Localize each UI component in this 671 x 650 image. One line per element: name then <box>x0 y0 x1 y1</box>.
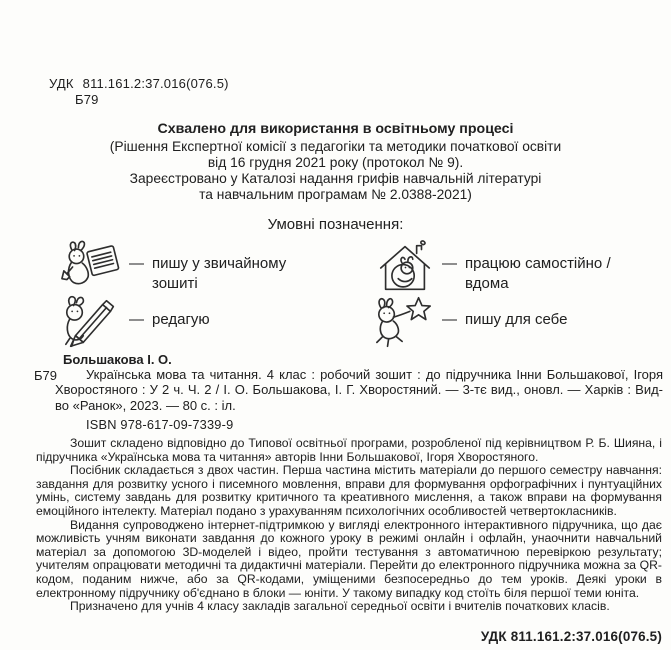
approval-line: (Рішення Експертної комісії з педагогіки та методики початкової освіти <box>109 138 562 154</box>
author-code: Б79 <box>75 92 99 107</box>
legend-dash: — <box>442 311 457 328</box>
udk-label: УДК <box>49 76 74 91</box>
legend-dash: — <box>442 255 457 272</box>
approval-line: від 16 грудня 2021 року (протокол № 9). <box>207 154 464 170</box>
legend-heading: Умовні позначення: <box>267 216 404 233</box>
legend-label: пишу для себе <box>465 311 568 328</box>
isbn: ISBN 978-617-09-7339-9 <box>86 417 234 432</box>
annotation-block <box>36 437 662 614</box>
approval-line: Зареєстровано у Каталозі надання грифів навчальній літературі <box>129 170 542 186</box>
legend-item-pencil <box>60 295 373 351</box>
catalog-author-heading: Большакова І. О. <box>63 352 172 367</box>
annotation-paragraph: Посібник складається з двох частин. Перша частина містить матеріали до першого семестру навчання: завдання для розвитку усного і писемного мовлення, вправи для формування орфографічних і пунтуаційних умінь, систему завдань для розвитку критичного та креативного мислення, а також вправи на формування емоційного інтелекту. Матеріал подано з урахуванням психологічних особливостей четвертокласників. <box>36 463 662 518</box>
catalog-description: Українська мова та читання. 4 клас : робочий зошит : до підручника Інни Большакової, Ігоря Хворостяного : У 2 ч. Ч. 2 / І. О. Большакова, І. Г. Хворостяний. — 3-тє вид., оновл. — Харків : Вид-во «Ранок», 2023. — 80 с. : іл. <box>55 367 663 413</box>
bunny-notebook-icon <box>60 239 124 295</box>
legend-item-notebook <box>60 239 373 295</box>
legend-label: працюю самостійно / вдома <box>465 255 611 292</box>
approval-line: та навчальним програмам № 2.0388-2021) <box>199 186 472 202</box>
catalog-author-code: Б79 <box>34 368 57 383</box>
legend <box>60 239 641 351</box>
legend-item-star <box>373 295 641 351</box>
approval-note <box>0 122 671 203</box>
annotation-paragraph: Видання супроводжено інтернет-підтримкою у вигляді електронного інтерактивного підручника, що дає можливість учням виконати завдання до кожного уроку в режимі онлайн і офлайн, унаочнити навчальний матеріал за допомогою 3D-моделей і відео, пройти тестування з автоматичною перевіркою результату; учителям опрацювати методичні та дидактичні матеріали. Перейти до електронного підручника можна за QR-кодом, поданим нижче, або за QR-кодами, уміщеними безпосередньо до тем уроків. Деякі уроки в електронному підручнику об'єднано в блоки — юніти. У такому випадку код стоїть біля першої теми юніта. <box>36 517 662 600</box>
legend-label: редагую <box>152 311 210 328</box>
bunny-star-icon <box>373 295 437 351</box>
udk-value: 811.161.2:37.016(076.5) <box>82 76 229 91</box>
approval-title: Схвалено для використання в освітньому процесі <box>157 121 514 137</box>
annotation-paragraph: Призначено для учнів 4 класу закладів загальної середньої освіти і вчителів початкових класів. <box>70 599 610 614</box>
bunny-pencil-icon <box>60 295 124 351</box>
bunny-house-icon <box>373 239 437 295</box>
annotation-paragraph: Зошит складено відповідно до Типової освітньої програми, розробленої під керівництвом Р. Б. Шияна, і підручника «Українська мова та читання» авторів Інни Большакової, Ігоря Хворостяного. <box>36 436 662 464</box>
udk-bottom: УДК 811.161.2:37.016(076.5) <box>480 629 662 644</box>
legend-dash: — <box>129 255 144 272</box>
udk-line <box>49 76 229 92</box>
legend-item-house <box>373 239 641 295</box>
udk-classification-block <box>49 76 229 108</box>
legend-label: пишу у звичайному зошиті <box>152 255 287 292</box>
legend-dash: — <box>129 311 144 328</box>
